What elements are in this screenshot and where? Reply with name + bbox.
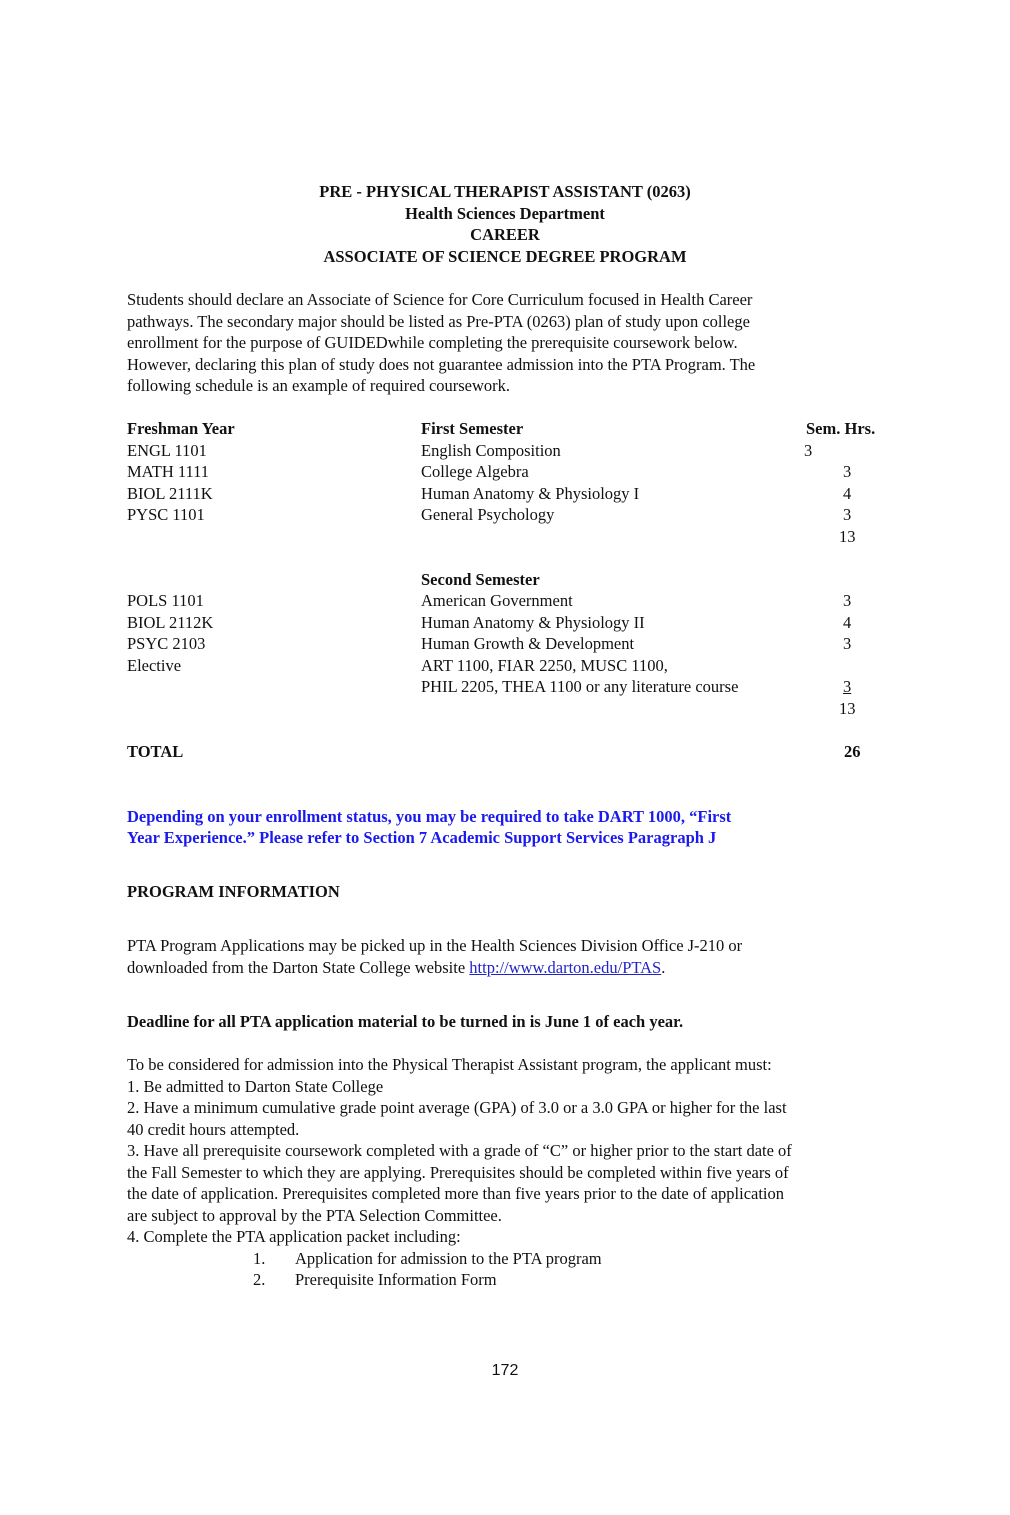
course-hours: 3 <box>843 591 852 610</box>
course-hours: 4 <box>843 484 852 503</box>
page-title: PRE - PHYSICAL THERAPIST ASSISTANT (0263) <box>319 182 691 201</box>
page-number: 172 <box>491 1362 519 1379</box>
program-label: ASSOCIATE OF SCIENCE DEGREE PROGRAM <box>323 247 687 266</box>
course-title: American Government <box>421 591 573 610</box>
packet-item-text: Application for admission to the PTA program <box>295 1249 602 1268</box>
criteria-line: 2. Have a minimum cumulative grade point average (GPA) of 3.0 or a 3.0 GPA or higher for the last <box>127 1098 787 1117</box>
first-semester-total: 13 <box>839 527 856 546</box>
department-name: Health Sciences Department <box>405 204 605 223</box>
criteria-line: 3. Have all prerequisite coursework completed with a grade of “C” or higher prior to the start date of <box>127 1141 792 1160</box>
criteria-line: are subject to approval by the PTA Selection Committee. <box>127 1206 502 1225</box>
ptas-website-link[interactable]: http://www.darton.edu/PTAS <box>469 958 662 977</box>
course-title: Human Anatomy & Physiology I <box>421 484 640 503</box>
packet-item-number: 1. <box>253 1249 266 1268</box>
course-code: BIOL 2111K <box>127 484 213 503</box>
notice-line: Year Experience.” Please refer to Section 7 Academic Support Services Paragraph J <box>127 828 717 847</box>
course-title: College Algebra <box>421 462 529 481</box>
notice-line: Depending on your enrollment status, you may be required to take DART 1000, “First <box>127 807 732 826</box>
deadline-notice: Deadline for all PTA application material to be turned in is June 1 of each year. <box>127 1012 684 1031</box>
intro-line: pathways. The secondary major should be listed as Pre-PTA (0263) plan of study upon college <box>127 312 750 331</box>
course-hours: 3 <box>843 505 852 524</box>
criteria-line: To be considered for admission into the Physical Therapist Assistant program, the applicant must: <box>127 1055 772 1074</box>
course-hours: 3 <box>843 634 852 653</box>
course-hours: 3 <box>804 441 813 460</box>
elective-options: PHIL 2205, THEA 1100 or any literature course <box>421 677 739 696</box>
total-label: TOTAL <box>127 742 184 761</box>
course-code: PSYC 2103 <box>127 634 206 653</box>
criteria-line: the date of application. Prerequisites completed more than five years prior to the date of application <box>127 1184 785 1203</box>
elective-options: ART 1100, FIAR 2250, MUSC 1100, <box>421 656 668 675</box>
application-line: PTA Program Applications may be picked up in the Health Sciences Division Office J-210 or <box>127 936 743 955</box>
course-code: POLS 1101 <box>127 591 204 610</box>
application-line <box>127 957 665 979</box>
first-semester-label: First Semester <box>421 419 524 438</box>
course-hours: 3 <box>843 462 852 481</box>
course-code: BIOL 2112K <box>127 613 214 632</box>
course-title: Human Anatomy & Physiology II <box>421 613 645 632</box>
packet-item-text: Prerequisite Information Form <box>295 1270 497 1289</box>
intro-line: However, declaring this plan of study does not guarantee admission into the PTA Program. The <box>127 355 756 374</box>
elective-hours: 3 <box>843 677 852 696</box>
course-code: ENGL 1101 <box>127 441 207 460</box>
course-code: PYSC 1101 <box>127 505 205 524</box>
second-semester-total: 13 <box>839 699 856 718</box>
intro-line: following schedule is an example of required coursework. <box>127 376 511 395</box>
intro-line: Students should declare an Associate of Science for Core Curriculum focused in Health Career <box>127 290 753 309</box>
application-text: . <box>661 958 666 977</box>
criteria-line: 4. Complete the PTA application packet including: <box>127 1227 461 1246</box>
section-heading: PROGRAM INFORMATION <box>127 882 340 901</box>
course-hours: 4 <box>843 613 852 632</box>
year-label: Freshman Year <box>127 419 235 438</box>
criteria-line: the Fall Semester to which they are applying. Prerequisites should be completed within five years of <box>127 1163 789 1182</box>
semester-hours-label: Sem. Hrs. <box>806 419 876 438</box>
application-text: downloaded from the Darton State College website <box>127 958 470 977</box>
course-title: English Composition <box>421 441 561 460</box>
course-title: General Psychology <box>421 505 555 524</box>
course-title: Human Growth & Development <box>421 634 635 653</box>
criteria-line: 40 credit hours attempted. <box>127 1120 300 1139</box>
career-label: CAREER <box>470 225 540 244</box>
course-code: MATH 1111 <box>127 462 210 481</box>
second-semester-label: Second Semester <box>421 570 540 589</box>
criteria-line: 1. Be admitted to Darton State College <box>127 1077 384 1096</box>
elective-code: Elective <box>127 656 182 675</box>
total-hours: 26 <box>844 742 861 761</box>
intro-line: enrollment for the purpose of GUIDEDwhile completing the prerequisite coursework below. <box>127 333 738 352</box>
packet-item-number: 2. <box>253 1270 266 1289</box>
